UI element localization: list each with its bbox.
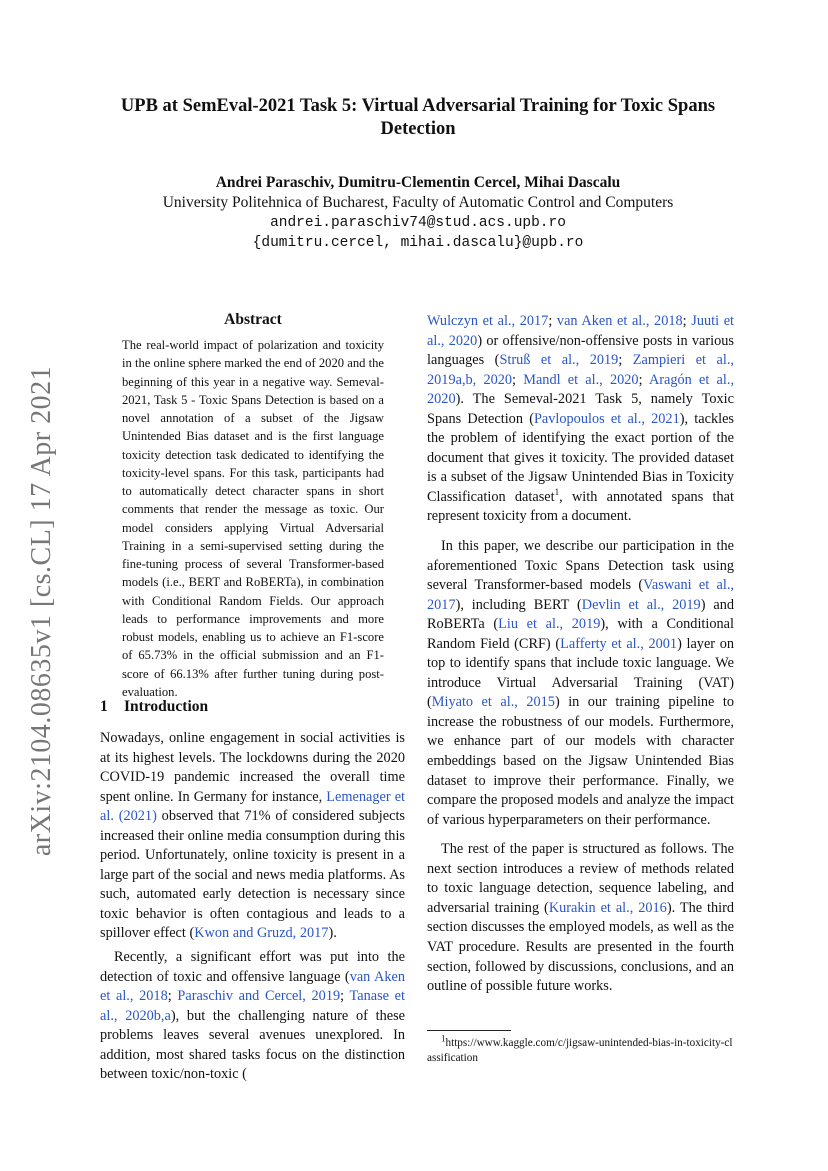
citation-link[interactable]: Tanase et al., 2020b,a: [100, 988, 405, 1024]
abstract-text: The real-world impact of polarization and toxicity in the online sphere marked the end of 2020 and the beginning of this year in a negative way. Semeval-2021, Task 5 - Toxic Spans Detection is based on a novel annotation of a subset of the Jigsaw Unintended Bias dataset and is the first language toxicity detection task dedicated to identifying the toxicity-level spans. For this task, participants had to automatically detect character spans in short comments that render the message as toxic. Our model considers applying Virtual Adversarial Training in a semi-supervised setting during the fine-tuning process of several Transformer-based models (i.e., BERT and RoBERTa), in combination with Conditional Random Fields. Our approach leads to performance improvements and more robust models, enabling us to achieve an F1-score of 65.73% in the official submission and an F1-score of 66.13% after further tuning during post-evaluation.: [122, 338, 384, 699]
intro-paragraph-1: Nowadays, online engagement in social activities is at its highest levels. The lockdowns during the 2020 COVID-19 pandemic increased the overall time spent online. In Germany for instance, Lemenager et al. (2021) observed that 71% of considered subjects increased their online media consumption during this period. Unfortunately, online toxicity is present in a large part of the social and news media platforms. As such, automated early detection is necessary since toxic behavior is often contagious and leads to a spillover effect (Kwon and Gruzd, 2017).: [100, 730, 406, 942]
citation-link[interactable]: Devlin et al., 2019: [581, 596, 701, 613]
section-heading-introduction: [100, 697, 405, 717]
citation-link[interactable]: Vaswani et al., 2017: [427, 577, 735, 613]
citation-link[interactable]: Zampieri et al., 2019a,b, 2020: [427, 352, 734, 388]
email-secondary: {dumitru.cercel, mihai.dascalu}@upb.ro: [252, 235, 584, 251]
abstract: [122, 311, 384, 701]
citation-link[interactable]: van Aken et al., 2018: [100, 968, 405, 1005]
author-block: [100, 173, 736, 253]
footnote-number: 1: [441, 1033, 446, 1044]
citation-link[interactable]: Lemenager et al. (2021): [100, 788, 406, 825]
section-title: Introduction: [124, 698, 209, 715]
arxiv-identifier-text: arXiv:2104.08635v1 [cs.CL] 17 Apr 2021: [26, 365, 58, 857]
citation-link[interactable]: Juuti et al., 2020: [427, 313, 735, 349]
citation-link[interactable]: Pavlopoulos et al., 2021: [533, 410, 680, 427]
intro-paragraph-3: In this paper, we describe our participation in the aforementioned Toxic Spans Detection task using several Transformer-based models (Vaswani et al., 2017), including BERT (Devlin et al., 2019) and RoBERTa (Liu et al., 2019), with a Conditional Random Field (CRF) (Lafferty et al., 2001) layer on top to identify spans that include toxic language. We introduce Virtual Adversarial Training (VAT) (Miyato et al., 2015) in our training pipeline to increase the robustness of our models. Furthermore, we enhance part of our models with character embeddings based on the Jigsaw Unintended Bias dataset to improve their performance. Finally, we compare the proposed models and analyze the impact of various hyperparameters on their performance.: [427, 538, 735, 828]
footnote-divider: [427, 1030, 511, 1031]
footnote-url[interactable]: https://www.kaggle.com/c/jigsaw-unintended-bias-in-toxicity-classification: [427, 1037, 733, 1064]
email-primary: andrei.paraschiv74@stud.acs.upb.ro: [270, 215, 566, 231]
citation-link[interactable]: Paraschiv and Cercel, 2019: [177, 988, 341, 1005]
footnote: [427, 1033, 734, 1066]
intro-paragraph-2-continued: Wulczyn et al., 2017; van Aken et al., 2018; Juuti et al., 2020) or offensive/non-offensive posts in various languages (Struß et al., 2019; Zampieri et al., 2019a,b, 2020; Mandl et al., 2020; Aragón et al., 2020). The Semeval-2021 Task 5, namely Toxic Spans Detection (Pavlopoulos et al., 2021), tackles the problem of identifying the exact portion of the document that gives it toxicity. The provided dataset is a subset of the Jigsaw Unintended Bias in Toxicity Classification dataset$^1$, with annotated spans that represent toxicity from a document.: [427, 313, 735, 525]
citation-link[interactable]: Kwon and Gruzd, 2017: [194, 925, 329, 942]
citation-link[interactable]: van Aken et al., 2018: [556, 313, 683, 329]
citation-link[interactable]: Mandl et al., 2020: [523, 371, 639, 388]
paper-title: UPB at SemEval-2021 Task 5: Virtual Adversarial Training for Toxic Spans Detection: [120, 96, 716, 139]
citation-link[interactable]: Wulczyn et al., 2017: [427, 313, 549, 329]
citation-link[interactable]: Miyato et al., 2015: [431, 694, 555, 711]
abstract-heading: Abstract: [224, 311, 282, 328]
author-names: Andrei Paraschiv, Dumitru-Clementin Cercel, Mihai Dascalu: [215, 174, 621, 191]
section-number: 1: [100, 698, 108, 715]
right-column: [427, 312, 734, 997]
citation-link[interactable]: Struß et al., 2019: [499, 352, 619, 369]
footnote-marker[interactable]: 1: [554, 487, 560, 498]
affiliation: University Politehnica of Bucharest, Faculty of Automatic Control and Computers: [162, 194, 674, 211]
citation-link[interactable]: Liu et al., 2019: [498, 616, 601, 633]
left-column: [100, 697, 405, 1085]
citation-link[interactable]: Kurakin et al., 2016: [548, 899, 667, 916]
citation-link[interactable]: Lafferty et al., 2001: [560, 635, 678, 652]
intro-paragraph-2-start: Recently, a significant effort was put into the detection of toxic and offensive language (van Aken et al., 2018; Paraschiv and Cercel, 2019; Tanase et al., 2020b,a), but the challenging nature of these problems leaves several avenues unexplored. In addition, most shared tasks focus on the distinction between toxic/non-toxic (: [100, 949, 406, 1083]
arxiv-identifier: [18, 362, 66, 860]
citation-link[interactable]: Aragón et al., 2020: [427, 371, 735, 408]
intro-paragraph-4: The rest of the paper is structured as follows. The next section introduces a review of methods related to toxic language detection, sequence labeling, and adversarial training (Kurakin et al., 2016). The third section discusses the employed models, as well as the VAT procedure. Results are presented in the fourth section, followed by discussions, conclusions, and an outline of possible future works.: [427, 841, 734, 995]
